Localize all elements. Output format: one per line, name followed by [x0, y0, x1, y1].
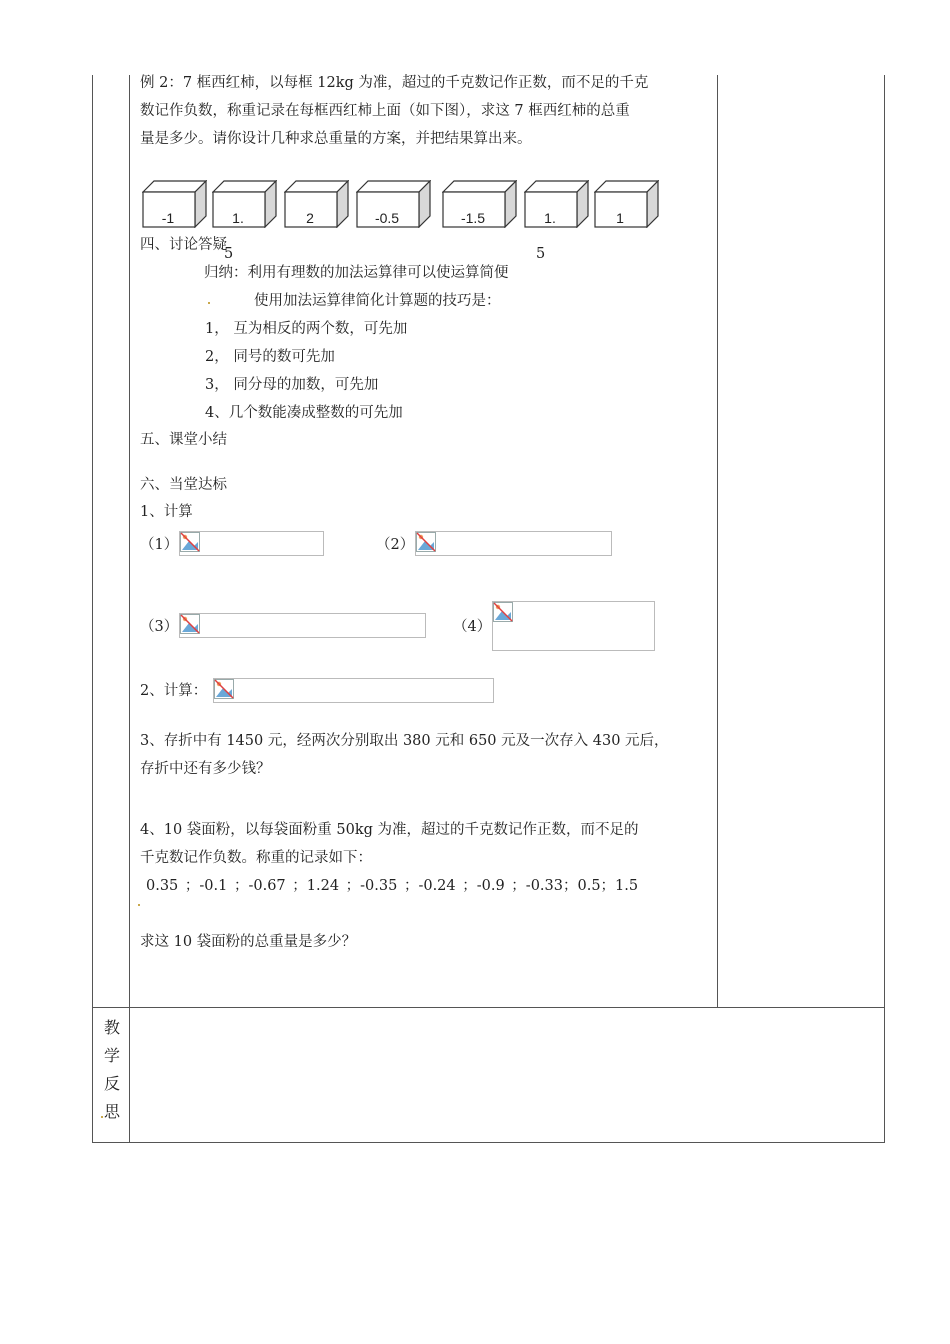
example-line-2: 数记作负数，称重记录在每框西红柿上面（如下图），求这 7 框西红柿的总重 — [140, 103, 630, 119]
question-3-line-2: 存折中还有多少钱？ — [140, 761, 271, 777]
question-4-values: 0.35 ；-0.1 ；-0.67 ；1.24 ；-0.35 ；-0.24 ；-0.9 ；-0.33；0.5；1.5 — [146, 878, 639, 894]
box-value-label: -0.5 — [374, 210, 400, 226]
box-value-label: 1. — [544, 210, 556, 226]
formula-image-5 — [213, 678, 494, 703]
box-value-label: 2 — [306, 210, 314, 226]
content-right-border — [717, 75, 718, 1007]
q1-part-1-label: （1） — [140, 537, 179, 553]
broken-image-icon — [416, 532, 436, 552]
box-6-subscript: 5 — [536, 246, 546, 262]
reflection-char-4: 思 — [103, 1102, 120, 1121]
tomato-box-4 — [356, 180, 431, 228]
question-1-label: 1、计算 — [140, 504, 193, 520]
question-3-line-1: 3、存折中有 1450 元，经两次分别取出 380 元和 650 元及一次存入 430 元后， — [140, 733, 669, 749]
tomato-box-1 — [142, 180, 207, 228]
reflection-char-2: 学 — [103, 1046, 120, 1065]
scan-speck — [138, 904, 140, 906]
box-value-label: 1 — [616, 210, 624, 226]
example-line-1: 例 2：7 框西红柿，以每框 12kg 为准，超过的千克数记作正数，而不足的千克 — [140, 75, 649, 91]
scan-speck — [208, 302, 210, 304]
tomato-box-5 — [442, 180, 517, 228]
table-right-border — [884, 75, 885, 1143]
tip-4: 4、几个数能凑成整数的可先加 — [205, 405, 403, 421]
box-value-label: -1 — [161, 210, 175, 226]
tomato-box-3 — [284, 180, 349, 228]
table-bottom-border — [92, 1142, 885, 1143]
formula-image-4 — [492, 601, 655, 651]
tip-3: 3， 同分母的加数，可先加 — [205, 377, 379, 393]
broken-image-icon — [180, 614, 200, 634]
tomato-box-2 — [212, 180, 277, 228]
question-4-line-2: 千克数记作负数。称重的记录如下： — [140, 850, 372, 866]
content-left-border — [129, 75, 130, 1143]
tip-2: 2， 同号的数可先加 — [205, 349, 335, 365]
section-6-title: 六、当堂达标 — [140, 477, 227, 493]
formula-image-1 — [179, 531, 324, 556]
question-4-line-1: 4、10 袋面粉，以每袋面粉重 50kg 为准，超过的千克数记作正数，而不足的 — [140, 822, 639, 838]
summary-text: 归纳：利用有理数的加法运算律可以使运算简便 — [204, 265, 509, 281]
q1-part-4-label: （4） — [453, 619, 492, 635]
section-5-title: 五、课堂小结 — [140, 432, 227, 448]
scan-speck — [101, 1116, 103, 1118]
reflection-char-1: 教 — [103, 1018, 120, 1037]
q1-part-3-label: （3） — [140, 619, 179, 635]
tomato-box-6 — [524, 180, 589, 228]
formula-image-3 — [179, 613, 426, 638]
section-4-title: 四、讨论答疑 — [140, 237, 227, 253]
tomato-box-7 — [594, 180, 659, 228]
table-left-border — [92, 75, 93, 1143]
box-2-subscript: 5 — [224, 246, 234, 262]
tips-intro: 使用加法运算律简化计算题的技巧是： — [254, 293, 501, 309]
reflection-char-3: 反 — [103, 1074, 120, 1093]
question-2-label: 2、计算： — [140, 683, 208, 699]
q1-part-2-label: （2） — [376, 537, 415, 553]
formula-image-2 — [415, 531, 612, 556]
broken-image-icon — [180, 532, 200, 552]
box-value-label: 1. — [232, 210, 244, 226]
broken-image-icon — [214, 679, 234, 699]
broken-image-icon — [493, 602, 513, 622]
example-line-3: 量是多少。请你设计几种求总重量的方案，并把结果算出来。 — [140, 131, 532, 147]
question-4-line-3: 求这 10 袋面粉的总重量是多少？ — [140, 934, 357, 950]
box-value-label: -1.5 — [460, 210, 486, 226]
row-divider — [92, 1007, 885, 1008]
tip-1: 1， 互为相反的两个数，可先加 — [205, 321, 408, 337]
